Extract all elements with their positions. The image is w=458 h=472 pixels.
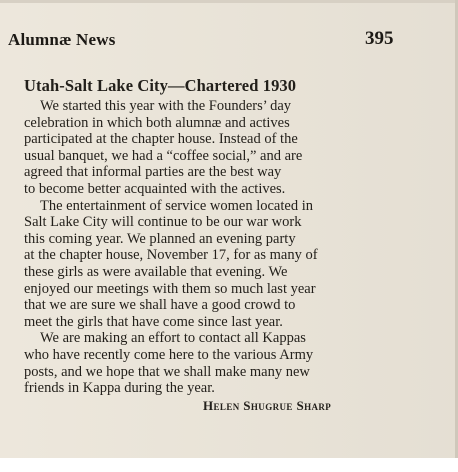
text-line: The entertainment of service women located in (40, 197, 313, 214)
text-line: that we are sure we shall have a good crowd to (24, 297, 296, 314)
running-head-title: Alumnæ News (8, 30, 116, 49)
running-head (0, 30, 458, 58)
text-line: celebration in which both alumnæ and actives (24, 114, 290, 131)
article (24, 76, 402, 413)
text-line: We started this year with the Founders’ day (40, 98, 292, 114)
author-signature: Helen Shugrue Sharp (203, 397, 332, 413)
text-line: friends in Kappa during the year. (24, 380, 215, 397)
text-line: enjoyed our meetings with them so much last year (24, 280, 316, 297)
text-line: at the chapter house, November 17, for as many of (24, 247, 318, 264)
page-top-edge (0, 0, 458, 3)
page-number: 395 (365, 28, 394, 49)
text-line: usual banquet, we had a “coffee social,” and are (24, 147, 303, 164)
page-bottom-edge (0, 458, 458, 472)
paragraph-3 (24, 330, 402, 396)
paragraph-1 (24, 98, 402, 198)
article-heading: Utah-Salt Lake City—Chartered 1930 (24, 76, 297, 95)
text-line: this coming year. We planned an evening party (24, 230, 296, 247)
text-line: participated at the chapter house. Instead of the (24, 131, 298, 148)
text-line: We are making an effort to contact all Kappas (40, 330, 306, 347)
paragraph-2 (24, 198, 402, 331)
text-line: posts, and we hope that we shall make many new (24, 363, 310, 380)
text-line: meet the girls that have come since last year. (24, 313, 283, 330)
text-line: these girls as were available that evening. We (24, 263, 288, 280)
text-line: Salt Lake City will continue to be our war work (24, 214, 302, 231)
text-line: to become better acquainted with the actives. (24, 180, 286, 197)
text-line: who have recently come here to the various Army (24, 346, 314, 363)
text-line: agreed that informal parties are the best way (24, 164, 282, 181)
